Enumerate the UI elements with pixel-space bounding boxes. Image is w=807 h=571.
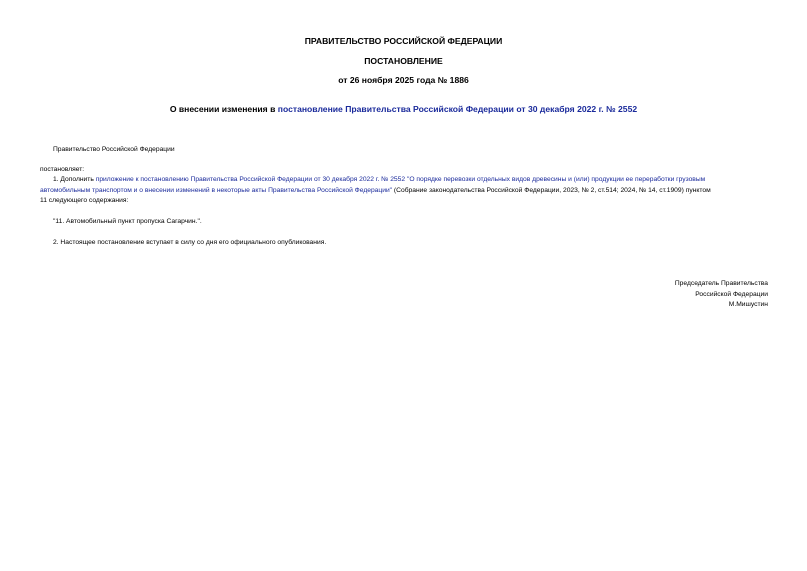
quoted-point-11: "11. Автомобильный пункт пропуска Сагарчин.". [53,218,202,225]
signature-block [675,279,768,311]
clause-1-line-1 [40,175,770,186]
clause-1-line-2 [40,186,770,197]
signature-position: Председатель Правительства [674,280,768,287]
clause-1-suffix: (Собрание законодательства Российской Федерации, 2023, № 2, ст.514; 2024, № 14, ст.1909) пунктом [392,186,711,194]
clause-2: 2. Настоящее постановление вступает в силу со дня его официального опубликования. [53,239,327,246]
signature-organization: Российской Федерации [695,290,768,298]
clause-1-link-part-2[interactable]: автомобильным транспортом и о внесении изменений в некоторые акты Правительства Российской Федерации" [40,186,393,194]
resolves-text: постановляет: [40,166,85,173]
issuer-text: Правительство Российской Федерации [53,146,175,153]
date-number-heading: от 26 ноября 2025 года № 1886 [338,75,469,85]
clause-1-line-3: 11 следующего содержания: [40,197,129,205]
title-link[interactable]: постановление Правительства Российской Федерации от 30 декабря 2022 г. № 2552 [277,104,638,114]
clause-1 [40,175,770,207]
clause-1-prefix: 1. Дополнить [53,176,96,183]
clause-1-link-part-1[interactable]: приложение к постановлению Правительства Российской Федерации от 30 декабря 2022 г. № 2552 "О порядке перевозки отдельных видов древесины и (или) продукции ее переработки грузовым [95,176,706,183]
government-heading: ПРАВИТЕЛЬСТВО РОССИЙСКОЙ ФЕДЕРАЦИИ [304,36,503,46]
document-title [0,104,807,114]
document-type-heading: ПОСТАНОВЛЕНИЕ [364,56,443,66]
signature-name: М.Мишустин [728,301,768,308]
title-prefix: О внесении изменения в [169,104,278,114]
